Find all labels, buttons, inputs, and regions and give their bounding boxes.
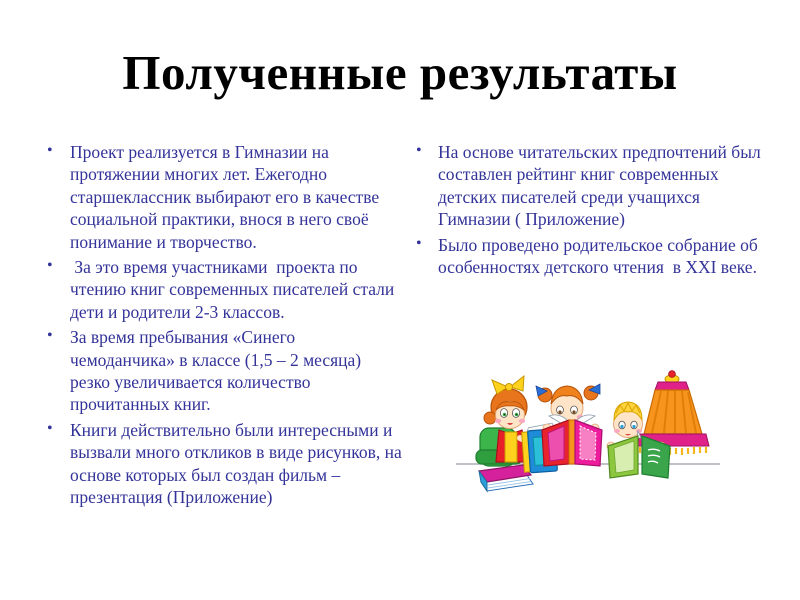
bullet-item <box>40 256 402 323</box>
bullet-item <box>412 141 772 231</box>
bullet-marker: • <box>47 327 53 345</box>
bullet-text: За время пребывания «Синего чемоданчика» в классе (1,5 – 2 месяца) резко увеличивается количество прочитанных книг. <box>70 327 366 415</box>
slide-title: Полученные результаты <box>122 45 678 100</box>
bullet-text: Было проведено родительское собрание об особенностях детского чтения в XXI веке. <box>438 234 763 278</box>
open-pink-book <box>542 415 602 466</box>
bullet-marker: • <box>416 142 422 159</box>
right-column <box>412 141 772 281</box>
bullet-marker: • <box>47 257 53 275</box>
bullet-item <box>40 419 407 509</box>
bullet-text: За это время участниками проекта по чтению книг современных писателей стали дети и родители 2-3 классов. <box>70 257 399 322</box>
children-reading-svg <box>452 358 734 540</box>
bullet-marker: • <box>416 234 422 252</box>
children-reading-illustration <box>452 358 734 540</box>
bullet-marker: • <box>47 142 53 159</box>
bullet-item <box>40 141 402 253</box>
bullet-marker: • <box>47 419 53 437</box>
left-column <box>40 141 407 512</box>
bullet-text: На основе читательских предпочтений был составлен рейтинг книг современных детских писателей среди учащихся Гимназии ( Приложение) <box>438 142 766 230</box>
bullet-text: Проект реализуется в Гимназии на протяжении многих лет. Ежегодно старшеклассник выбирают его в качестве социальной практики, внося в него своё понимание и творчество. <box>70 142 384 252</box>
bullet-text: Книги действительно были интересными и вызвали много откликов в виде рисунков, на основе которых был создан фильм – презентация (Приложение) <box>70 419 407 508</box>
bullet-item <box>412 234 772 279</box>
bullet-item <box>40 326 402 416</box>
